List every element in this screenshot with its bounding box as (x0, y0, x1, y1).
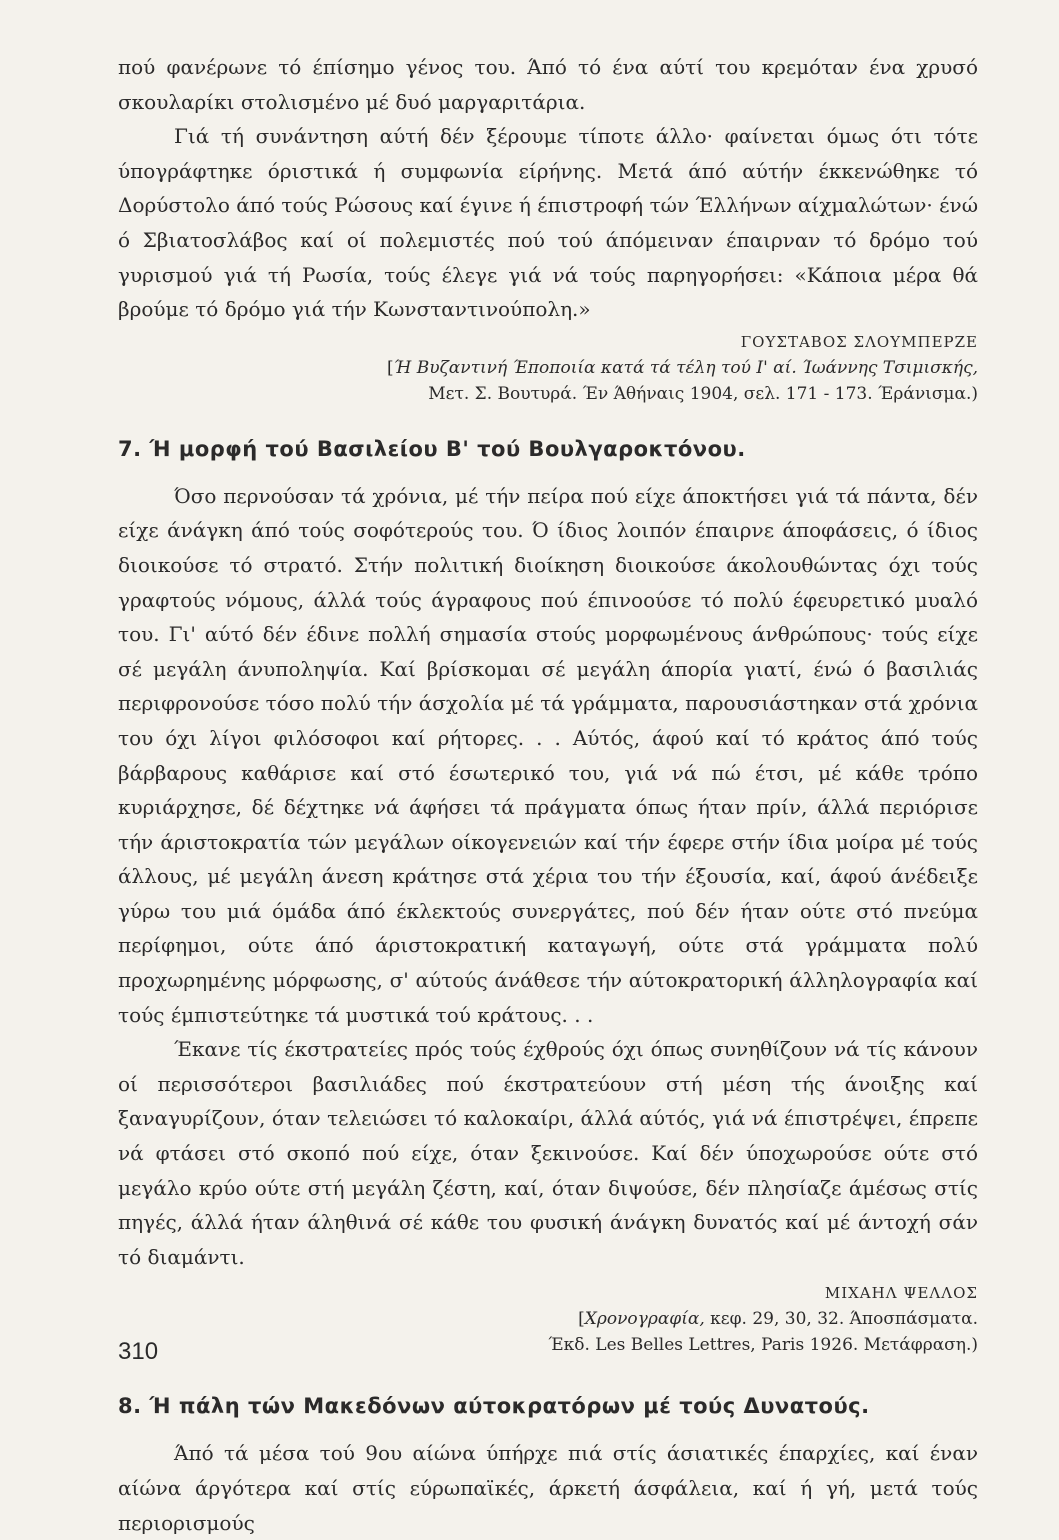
citation-2-details: κεφ. 29, 30, 32. Άποσπάσματα. (704, 1309, 978, 1330)
attribution-author-2: ΜΙΧΑΗΛ ΨΕΛΛΟΣ (824, 1284, 978, 1303)
citation-2-line-1 (118, 1306, 978, 1332)
section-7-paragraph-2: Έκανε τίς έκστρατείες πρός τούς έχθρούς όχι όπως συνηθίζουν νά τίς κάνουν οί περισσότεροι βασιλιάδες πού έκστρατεύουν στή μέση τής άνοιξης καί ξαναγυρίζουν, όταν τελειώσει τό καλοκαίρι, άλλά αύτός, γιά νά έπιστρέψει, έπρεπε νά φτάσει στό σκοπό πού είχε, όταν ξεκινούσε. Καί δέν ύποχωρούσε ούτε στό μεγάλο κρύο ούτε στή μεγάλη ζέστη, καί, όταν διψούσε, δέν πλησίαζε άμέσως στίς πηγές, άλλά ήταν άληθινά σέ κάθε του φυσική άνάγκη δυνατός καί μέ άντοχή σάν τό διαμάντι. (118, 1037, 978, 1269)
opening-paragraph: πού φανέρωνε τό έπίσημο γένος του. Άπό τό ένα αύτί του κρεμόταν ένα χρυσό σκουλαρίκι στολισμένο μέ δυό μαργαριτάρια. (118, 55, 978, 114)
citation-2-line-2: Έκδ. Les Belles Lettres, Paris 1926. Μετάφραση.) (548, 1335, 978, 1356)
citation-2-bracket: [ (578, 1309, 585, 1330)
citation-1-title: Ή Βυζαντινή Έποποιία κατά τά τέλη τού Ι' αί. Ίωάννης Τσιμισκής, (393, 357, 978, 378)
citation-1-line-1 (118, 355, 978, 381)
page-body (118, 50, 978, 1540)
section-7-heading: 7. Ή μορφή τού Βασιλείου Β' τού Βουλγαροκτόνου. (118, 436, 746, 461)
citation-1-bracket: [ (387, 357, 394, 378)
citation-1-line-2: Μετ. Σ. Βουτυρά. Έν Άθήναις 1904, σελ. 171 - 173. Έράνισμα.) (428, 383, 978, 404)
paragraph-treaty: Γιά τή συνάντηση αύτή δέν ξέρουμε τίποτε άλλο· φαίνεται όμως ότι τότε ύπογράφτηκε όριστικά ή συμφωνία είρήνης. Μετά άπό αύτήν έκκενώθηκε τό Δορύστολο άπό τούς Ρώσους καί έγινε ή έπιστροφή τών Έλλήνων αίχμαλώτων· ένώ ό Σβιατοσλάβος καί οί πολεμιστές πού τού άπόμειναν έπαιρναν τό δρόμο τού γυρισμού γιά τή Ρωσία, τούς έλεγε γιά νά τούς παρηγορήσει: «Κάποια μέρα θά βρούμε τό δρόμο γιά τήν Κωνσταντινούπολη.» (118, 124, 978, 322)
citation-2-title: Χρονογραφία, (584, 1309, 705, 1330)
section-8-heading: 8. Ή πάλη τών Μακεδόνων αύτοκρατόρων μέ τούς Δυνατούς. (118, 1394, 870, 1419)
attribution-author-1: ΓΟΥΣΤΑΒΟΣ ΣΛΟΥΜΠΕΡΖΕ (740, 332, 978, 351)
section-7-paragraph-1: Όσο περνούσαν τά χρόνια, μέ τήν πείρα πού είχε άποκτήσει γιά τά πάντα, δέν είχε άνάγκη άπό τούς σοφότερούς του. Ό ίδιος λοιπόν έπαιρνε άποφάσεις, ό ίδιος διοικούσε τό στρατό. Στήν πολιτική διοίκηση διοικούσε άκολουθώντας όχι τούς γραφτούς νόμους, άλλά τούς άγραφους πού έπινοούσε τό πολύ έφευρετικό μυαλό του. Γι' αύτό δέν έδινε πολλή σημασία στούς μορφωμένους άνθρώπους· τούς είχε σέ μεγάλη άνυποληψία. Καί βρίσκομαι σέ μεγάλη άπορία γιατί, ένώ ό βασιλιάς περιφρονούσε τόσο πολύ τήν άσχολία μέ τά γράμματα, παρουσιάστηκαν στά χρόνια του όχι λίγοι φιλόσοφοι καί ρήτορες. . . Αύτός, άφού καί τό κράτος άπό τούς βάρβαρους καθάρισε καί στό έσωτερικό του, γιά νά πώ έτσι, μέ κάθε τρόπο κυριάρχησε, δέ δέχτηκε νά άφήσει τά πράγματα όπως ήταν πρίν, άλλά περιόρισε τήν άριστοκρατία τών μεγάλων οίκογενειών καί τήν έφερε στήν ίδια μοίρα μέ τούς άλλους, μέ μεγάλη άνεση κράτησε στά χέρια του τήν έξουσία, καί, άφού άνέδειξε γύρω του μιά όμάδα άπό έκλεκτούς συνεργάτες, πού δέν ήταν ούτε στό πνεύμα περίφημοι, ούτε άπό άριστοκρατική καταγωγή, ούτε στά γράμματα πολύ προχωρημένης μόρφωσης, σ' αύτούς άνάθεσε τήν αύτοκρατορική άλληλογραφία καί τούς έμπιστεύτηκε τά μυστικά τού κράτους. . . (118, 483, 978, 1027)
page-number: 310 (118, 1338, 159, 1365)
section-8-paragraph-1: Άπό τά μέσα τού 9ου αίώνα ύπήρχε πιά στίς άσιατικές έπαρχίες, καί έναν αίώνα άργότερα καί στίς εύρωπαϊκές, άρκετή άσφάλεια, καί ή γή, μετά τούς περιορισμούς (118, 1441, 978, 1535)
